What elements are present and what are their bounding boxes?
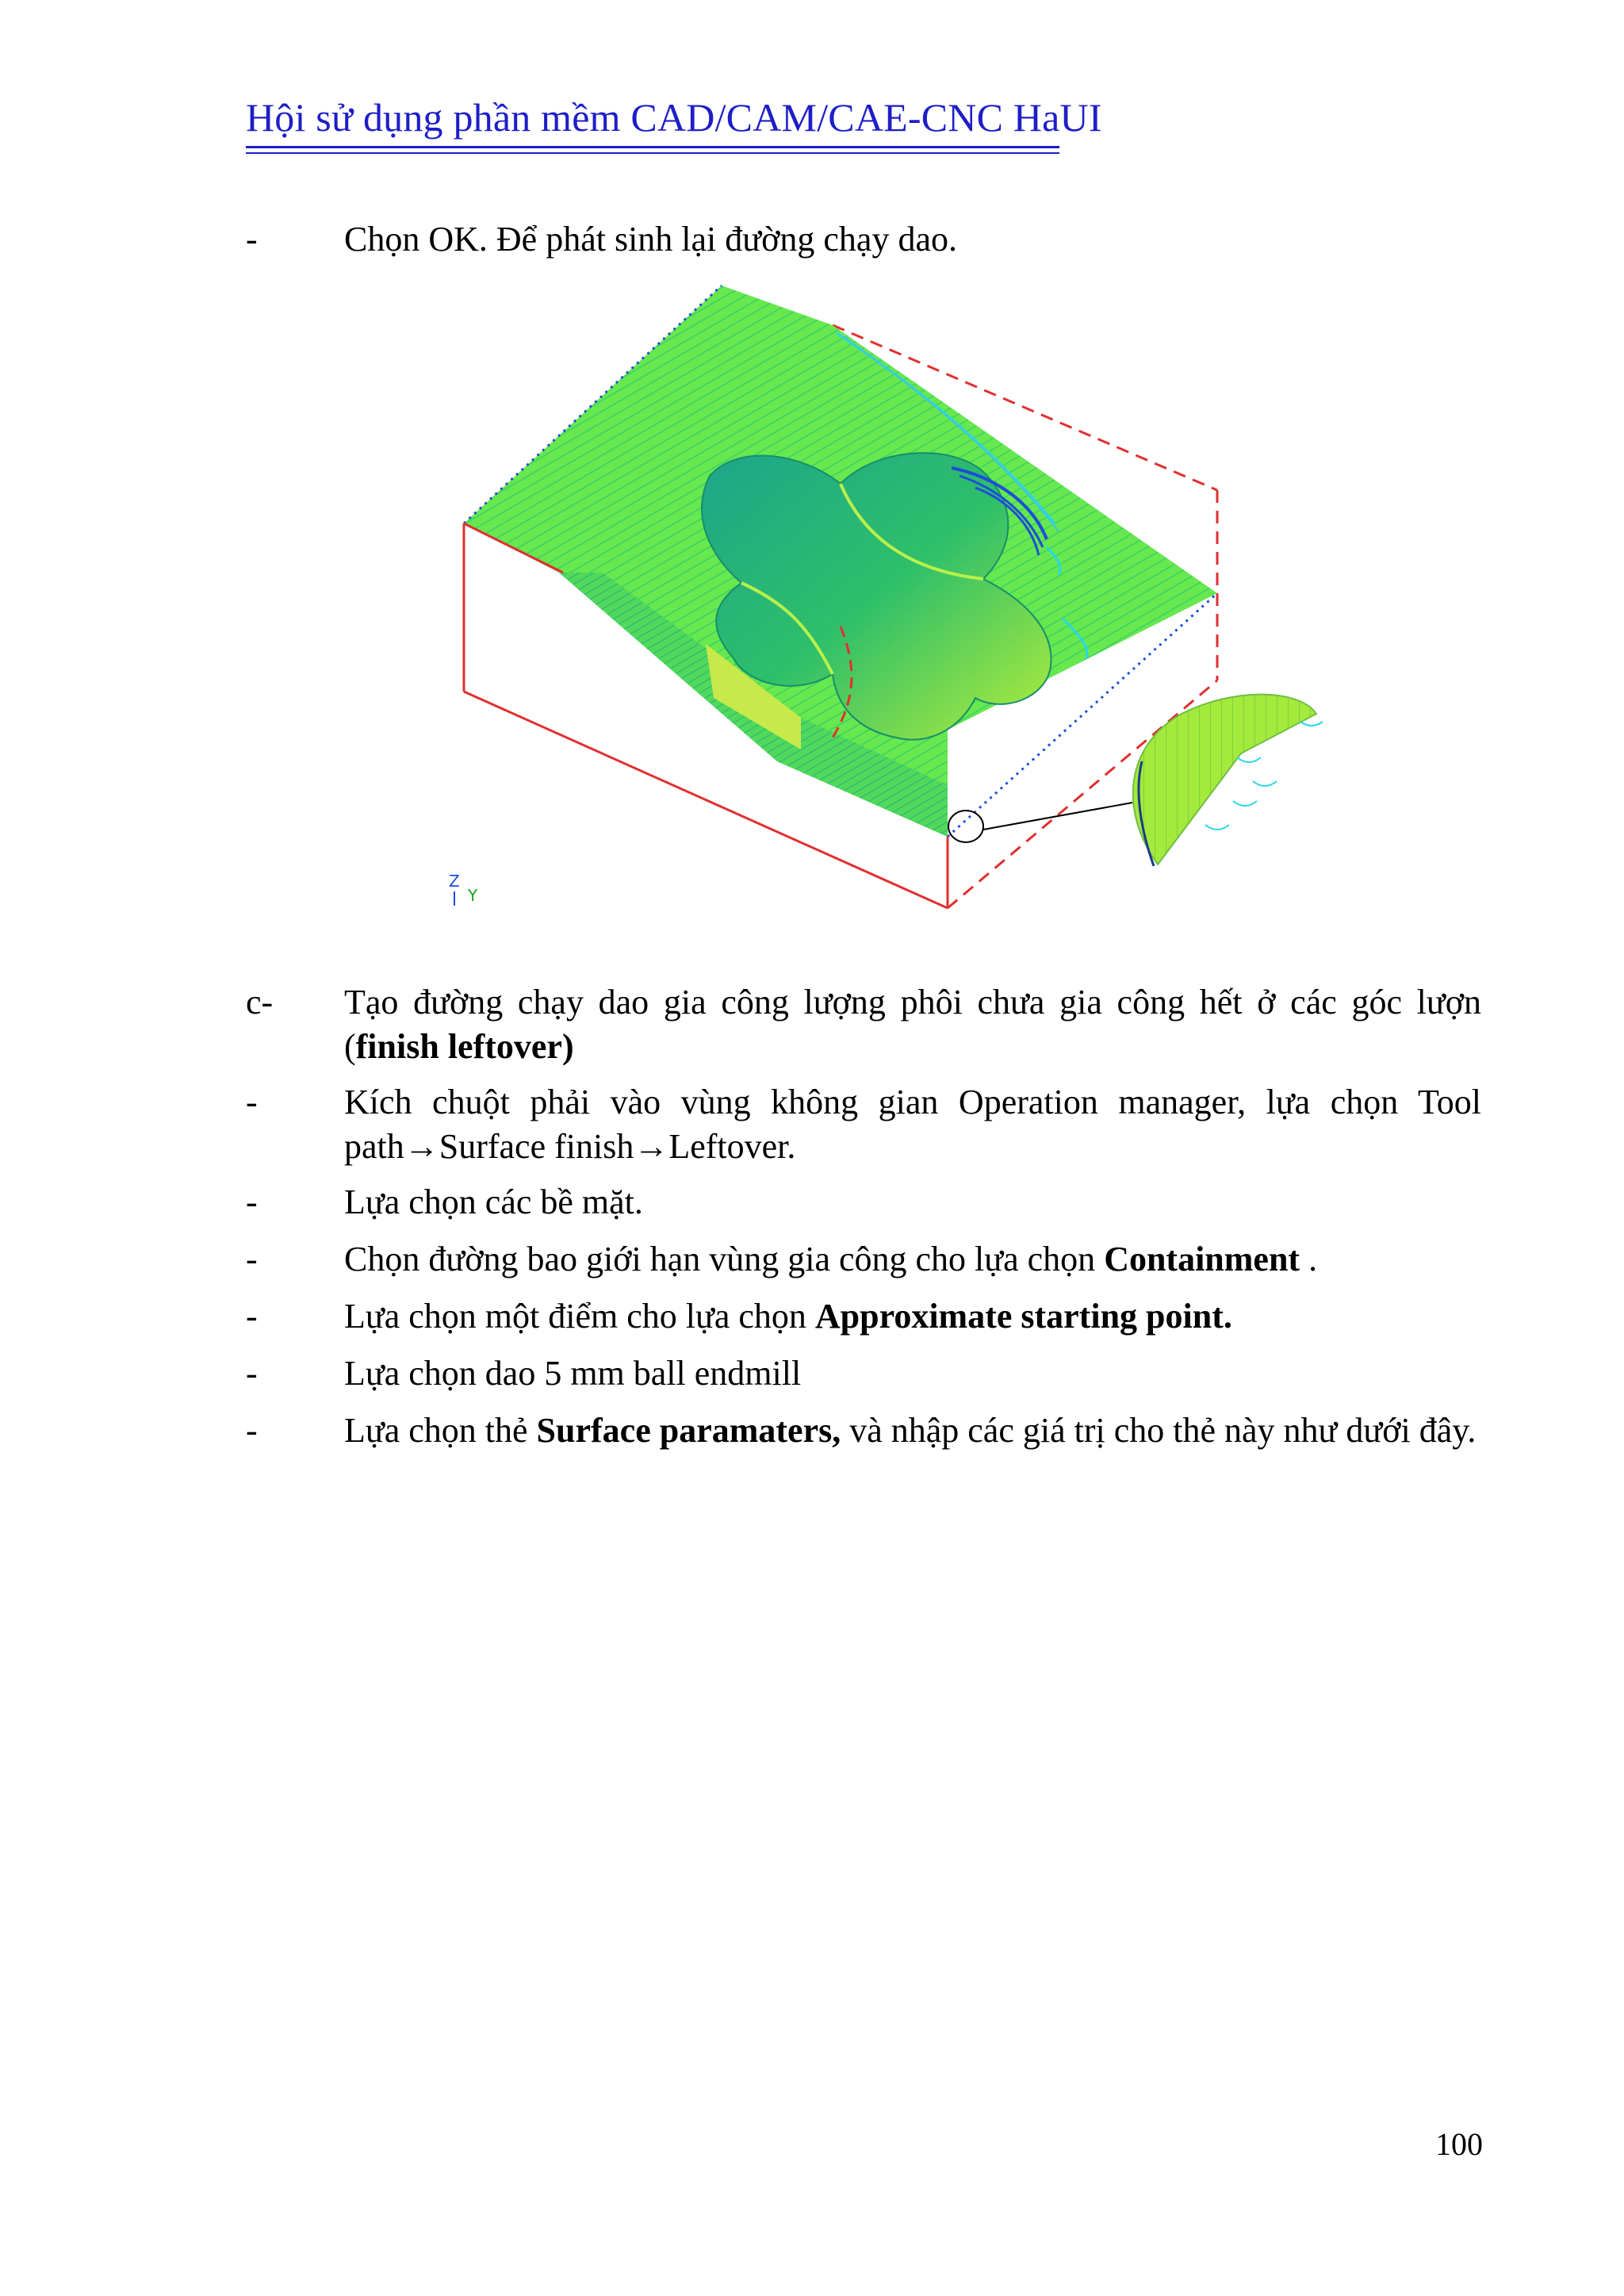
page-number: 100	[1435, 2126, 1483, 2162]
section-marker: c-	[246, 983, 274, 1022]
intro-text: Chọn OK. Để phát sinh lại đường chạy dao.	[344, 220, 957, 259]
step-text: Lựa chọn dao 5 mm ball endmill	[344, 1354, 802, 1393]
step-text: Lựa chọn thẻ Surface paramaters, và nhập các giá trị cho thẻ này như dưới đây.	[344, 1411, 1477, 1450]
toolpath-figure	[0, 0, 1624, 952]
step-text: Lựa chọn một điểm cho lựa chọn Approximate starting point.	[344, 1297, 1232, 1336]
section-bold: finish leftover)	[355, 1027, 574, 1066]
axis-z-label: Z	[449, 872, 460, 891]
step-text: Chọn đường bao giới hạn vùng gia công cho lựa chọn Containment .	[344, 1240, 1318, 1278]
callout-circle	[948, 811, 983, 842]
intro-marker: -	[246, 220, 258, 259]
header-title: Hội sử dụng phần mềm CAD/CAM/CAE-CNC HaUI	[246, 95, 1102, 140]
callout-leader	[983, 803, 1132, 830]
step-text: Kích chuột phải vào vùng không gian Operation manager, lựa chọn Tool path→Surface finish→Leftover.	[344, 1083, 1481, 1166]
section-text: Tạo đường chạy dao gia công lượng phôi chưa gia công hết ở các góc lượn (finish leftover)	[344, 983, 1481, 1066]
axis-y-label: Y	[468, 886, 478, 905]
step-text: Lựa chọn các bề mặt.	[344, 1182, 643, 1221]
zoom-detail	[1133, 695, 1323, 866]
